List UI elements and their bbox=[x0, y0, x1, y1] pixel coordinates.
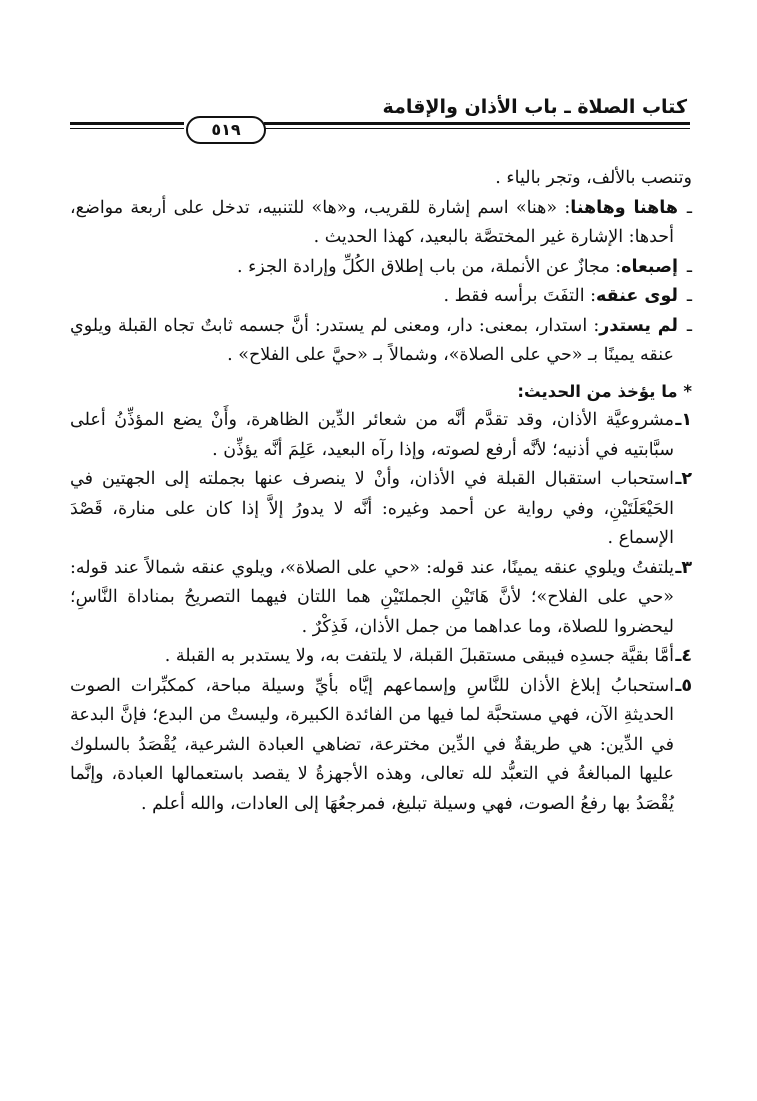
point-number: ٥ـ bbox=[675, 675, 692, 696]
glossary-term: لم يستدر bbox=[599, 315, 678, 336]
entry-dash: ـ bbox=[686, 197, 692, 218]
glossary-text: : التفَتَ برأسه فقط . bbox=[443, 286, 597, 306]
point-number: ٢ـ bbox=[675, 469, 692, 489]
entry-dash: ـ bbox=[686, 315, 692, 336]
header-rule-left bbox=[70, 122, 184, 125]
point-item bbox=[70, 465, 692, 554]
point-text: مشروعيَّة الأذان، وقد تقدَّم أنَّه من شعائر الدِّين الظاهرة، وأَنْ يضع المؤذِّنُ أعلى سبَّابتيه في أذنيه؛ لأنَّه أرفع لصوته، وإذا رآه البعيد، عَلِمَ أنَّه يؤذِّن . bbox=[70, 410, 674, 460]
point-item bbox=[70, 642, 692, 672]
point-text: أمَّا بقيَّة جسدِه فيبقى مستقبلَ القبلة، لا يلتفت به، ولا يستدبر به القبلة . bbox=[164, 646, 674, 666]
continuation-line: وتنصب بالألف، وتجر بالياء . bbox=[495, 168, 692, 188]
glossary-text: : مجازٌ عن الأنملة، من باب إطلاق الكُلِّ وإرادة الجزء . bbox=[236, 256, 622, 277]
running-header-title: كتاب الصلاة ـ باب الأذان والإقامة bbox=[382, 96, 687, 118]
entry-dash: ـ bbox=[686, 286, 692, 306]
header-rule-thin bbox=[264, 128, 690, 129]
page-number: ٥١٩ bbox=[186, 116, 266, 144]
header-rule-left-thin bbox=[70, 128, 184, 129]
point-number: ١ـ bbox=[675, 410, 692, 430]
glossary-term: إصبعاه bbox=[621, 256, 678, 277]
glossary-term: هاهنا وهاهنا bbox=[570, 197, 678, 218]
point-number: ٤ـ bbox=[675, 646, 692, 666]
header-rule bbox=[264, 122, 690, 125]
glossary-entry bbox=[70, 253, 692, 283]
glossary-entry bbox=[70, 312, 692, 371]
point-item bbox=[70, 406, 692, 465]
glossary-text: : «هنا» اسم إشارة للقريب، و«ها» للتنبيه، تدخل على أربعة مواضع، أحدها: الإشارة غير المختصَّة بالبعيد، كهذا الحديث . bbox=[70, 197, 674, 247]
point-text: استحباب استقبال القبلة في الأذان، وأنْ لا ينصرف عنها بجملته إلى الجهتين في الحَيْعَلَتَيْنِ، وفي رواية عن أحمد وغيره: أنَّه لا يدورُ إلاَّ إذا كان على منارة، قَصْدَ الإسماع . bbox=[70, 469, 674, 548]
glossary-entry bbox=[70, 194, 692, 253]
point-number: ٣ـ bbox=[675, 557, 692, 578]
glossary-term: لوى عنقه bbox=[596, 286, 678, 306]
point-item bbox=[70, 554, 692, 643]
point-item bbox=[70, 672, 692, 820]
glossary-entry bbox=[70, 282, 692, 312]
glossary-text: : استدار، بمعنى: دار، ومعنى لم يستدر: أنَّ جسمه ثابتٌ تجاه القبلة ويلوي عنقه يمينًا بـ «حي على الصلاة»، وشمالاً بـ «حيَّ على الفلاح» . bbox=[70, 315, 674, 365]
point-text: يلتفتُ ويلوي عنقه يمينًا، عند قوله: «حي على الصلاة»، ويلوي عنقه شمالاً عند قوله: «حي على الفلاح»؛ لأنَّ هَاتَيْنِ الجملتَيْنِ هما اللتان فيهما التصريحُ بمناداة النَّاسِ؛ ليحضروا للصلاة، وما عداهما من جمل الأذان، فَذِكْرٌ . bbox=[70, 557, 674, 637]
section-heading: * ما يؤخذ من الحديث: bbox=[517, 381, 692, 401]
point-text: استحبابُ إبلاغ الأذان للنَّاسِ وإسماعهم إيَّاه بأيِّ وسيلة مباحة، كمكبِّرات الصوت الحديثةِ الآن، فهي مستحبَّة لما فيها من الفائدة الكبيرة، وليستْ من البدع؛ فإنَّ البدعة في الدِّين: هي طريقةٌ في الدِّين مخترعة، تضاهي العبادة الشرعية، يُقْصَدُ بالسلوك عليها المبالغةُ في التعبُّد لله تعالى، وهذه الأجهزةُ لا يقصد باستعمالها العبادة، وإنَّما يُقْصَدُ بها رفعُ الصوت، فهي وسيلة تبليغ، فمرجعُهَا إلى العادات، والله أعلم . bbox=[70, 675, 674, 814]
page-body bbox=[70, 164, 692, 819]
entry-dash: ـ bbox=[686, 256, 692, 277]
